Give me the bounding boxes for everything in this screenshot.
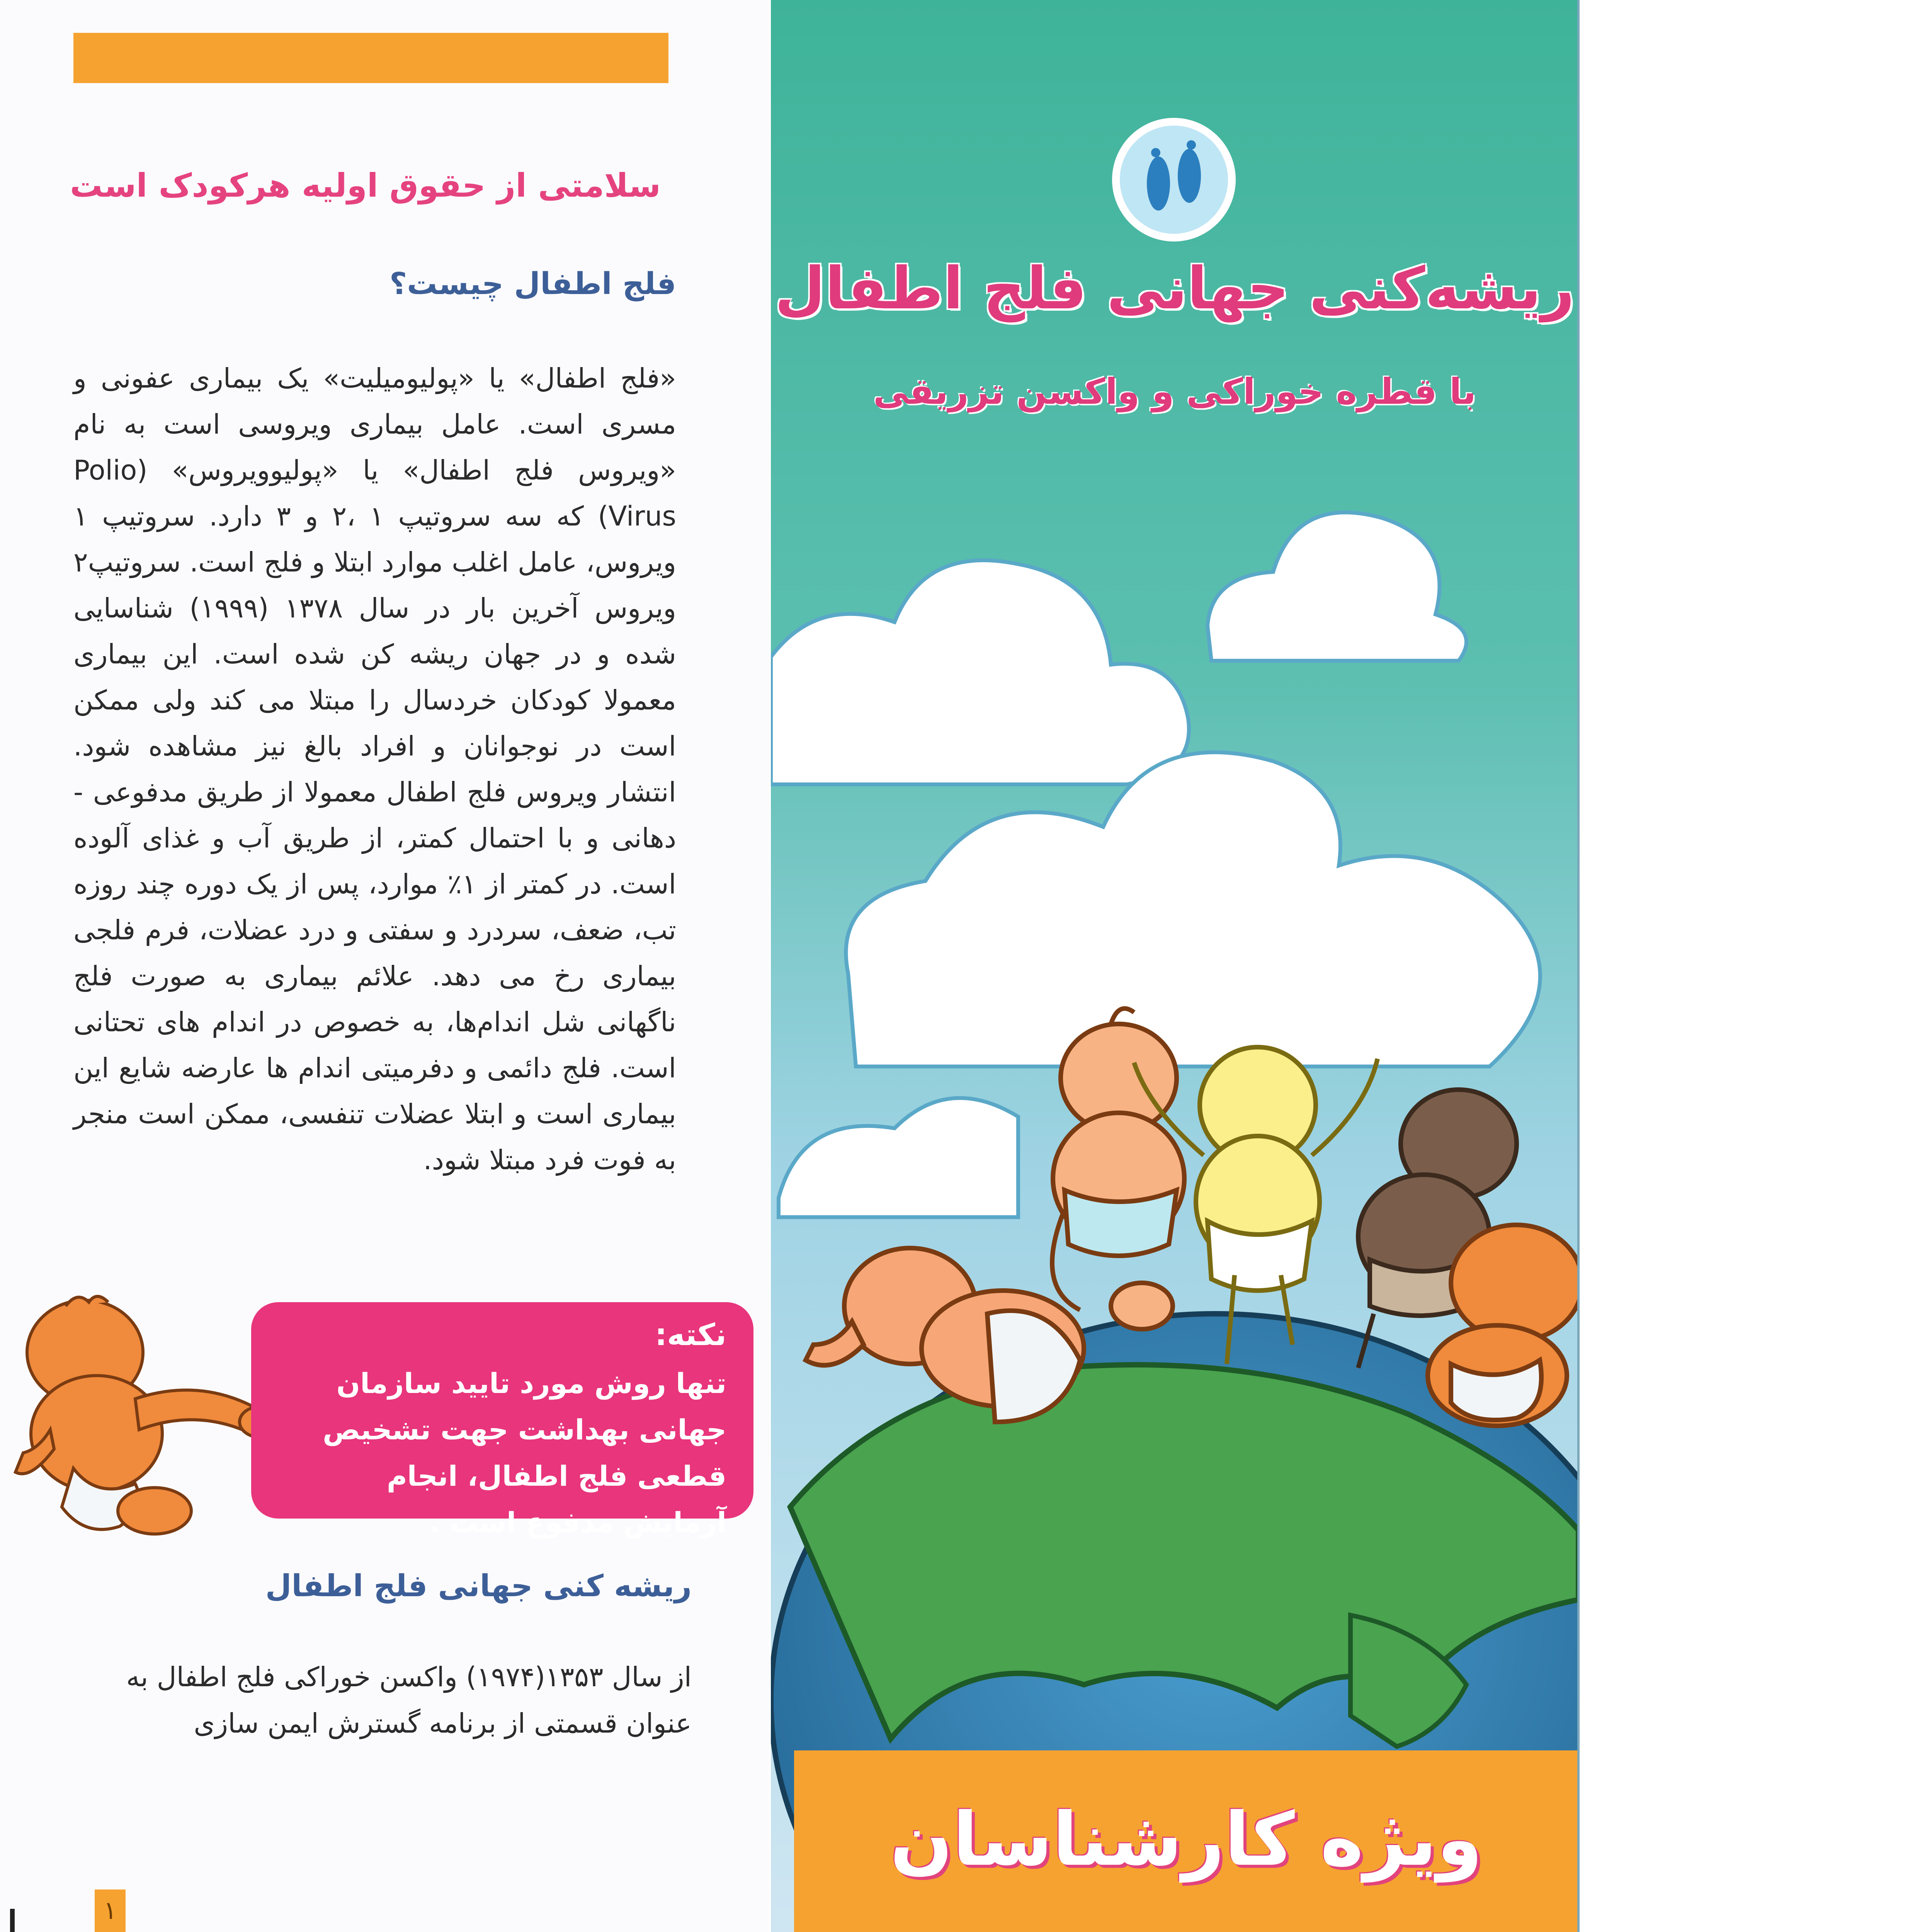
eradication-heading: ریشه کنی جهانی فلج اطفال — [265, 1569, 692, 1604]
note-text: تنها روش مورد تایید سازمان جهانی بهداشت جهت تشخیص قطعی فلج اطفال، انجام آزمایش مدفوع است . — [323, 1367, 726, 1539]
slogan: سلامتی از حقوق اولیه هرکودک است — [70, 167, 661, 204]
cover-right-border — [1577, 0, 1580, 1932]
note-box — [251, 1302, 753, 1539]
crawling-baby-illustration — [8, 1294, 286, 1542]
body-paragraph: «فلج اطفال» یا «پولیومیلیت» یک بیماری عفونی و مسری است. عامل بیماری ویروسی است به نام «ویروس فلج اطفال» یا «پولیوویروس» (Polio Virus) که سه سروتیپ ۱ ،۲ و ۳ دارد. سروتیپ ۱ ویروس، عامل اغلب موارد ابتلا و فلج است. سروتیپ۲ ویروس آخرین بار در سال ۱۳۷۸ (۱۹۹۹) شناسایی شده و در جهان ریشه کن شده است. این بیماری معمولا کودکان خردسال را مبتلا می کند ولی ممکن است در نوجوانان و افراد بالغ نیز مشاهده شود. انتشار ویروس فلج اطفال معمولا از طریق مدفوعی - دهانی و با احتمال کمتر، از طریق آب و غذای آلوده است. در کمتر از ۱٪ موارد، پس از یک دوره چند روزه تب، ضعف، سردرد و سفتی و درد عضلات، فرم فلجی بیماری رخ می دهد. علائم بیماری به صورت فلج ناگهانی شل اندام‌ها، به خصوص در اندام های تحتانی است. فلج دائمی و دفرمیتی اندام ها عارضه شایع این بیماری است و ابتلا عضلات تنفسی، ممکن است منجر به فوت فرد مبتلا شود. — [73, 362, 676, 1176]
question-heading: فلج اطفال چیست؟ — [389, 267, 676, 301]
top-orange-bar — [73, 33, 668, 83]
eradication-text: از سال ۱۳۵۳(۱۹۷۴) واکسن خوراکی فلج اطفال به عنوان قسمتی از برنامه گسترش ایمن سازی — [126, 1661, 692, 1739]
cover-title: ریشه‌کنی جهانی فلج اطفال — [775, 255, 1575, 322]
note-title: نکته: — [655, 1318, 726, 1352]
cover-footer-bar — [794, 1750, 1578, 1932]
footprints-icon — [1110, 116, 1238, 243]
cover-panel — [771, 0, 1578, 1932]
cover-subtitle: با قطره خوراکی و واکسن تزریقی — [873, 371, 1476, 412]
scan-edge-mark — [10, 1909, 15, 1932]
left-panel — [0, 0, 769, 1932]
cover-footer-label: ویژه کارشناسان — [890, 1797, 1483, 1882]
page-number-badge — [95, 1889, 126, 1932]
page-number: ۱ — [103, 1896, 117, 1925]
